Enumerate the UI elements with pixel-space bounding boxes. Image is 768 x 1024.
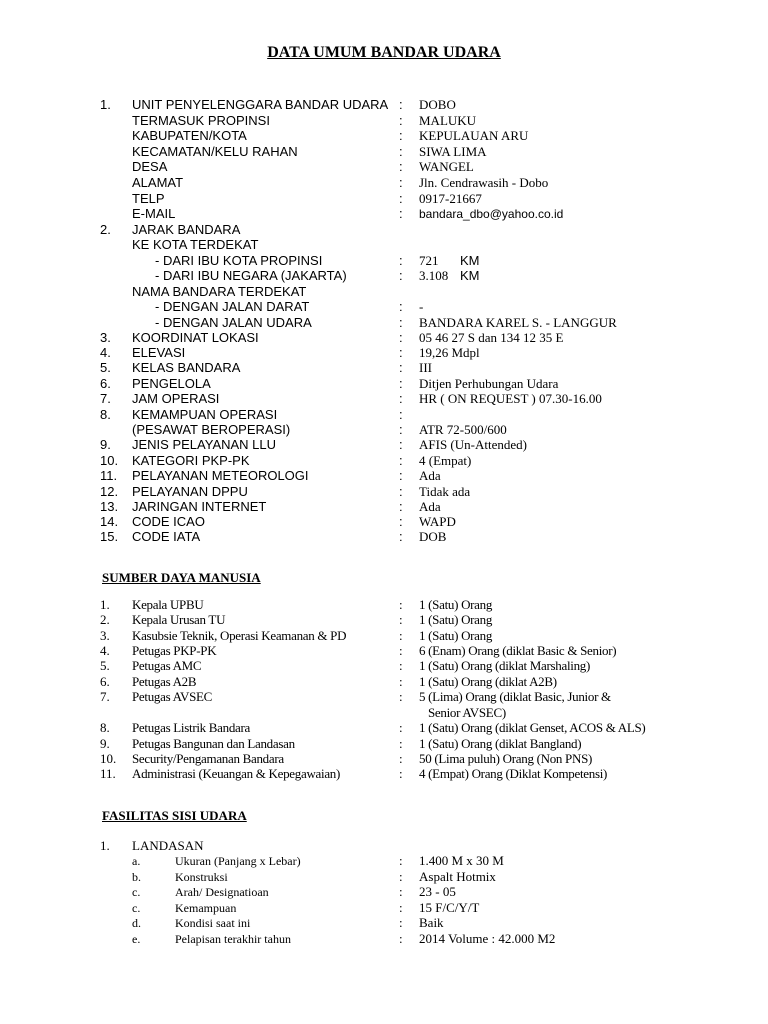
general-row xyxy=(0,499,768,515)
row-label: UNIT PENYELENGGARA BANDAR UDARA xyxy=(132,97,389,112)
row-colon: : xyxy=(399,658,403,673)
row-value: HR ( ON REQUEST ) 07.30-16.00 xyxy=(419,391,602,406)
row-value: 1 (Satu) Orang (diklat Bangland) xyxy=(419,736,582,751)
row-number: 11. xyxy=(100,468,118,483)
row-number: 7. xyxy=(100,689,110,704)
landasan-row xyxy=(0,900,768,916)
row-label: Kemampuan xyxy=(175,901,237,915)
row-number: 1. xyxy=(100,97,111,112)
general-row xyxy=(0,407,768,423)
row-colon: : xyxy=(399,484,403,499)
row-label: Pelapisan terakhir tahun xyxy=(175,932,291,946)
general-row xyxy=(0,175,768,191)
row-value: BANDARA KAREL S. - LANGGUR xyxy=(419,315,617,330)
row-label: (PESAWAT BEROPERASI) xyxy=(132,422,291,437)
row-label: - DARI IBU KOTA PROPINSI xyxy=(155,253,323,268)
row-colon: : xyxy=(399,407,403,422)
row-value: 50 (Lima puluh) Orang (Non PNS) xyxy=(419,751,593,766)
row-number: 9. xyxy=(100,736,110,751)
general-row xyxy=(0,113,768,129)
row-letter: e. xyxy=(132,932,141,946)
general-row xyxy=(0,484,768,500)
section-title-sdm: SUMBER DAYA MANUSIA xyxy=(102,570,261,585)
row-colon: : xyxy=(399,191,403,206)
sdm-row xyxy=(0,612,768,628)
row-value: Ada xyxy=(419,468,441,483)
row-colon: : xyxy=(399,330,403,345)
row-value: 3.108 xyxy=(419,268,449,283)
row-label: Ukuran (Panjang x Lebar) xyxy=(175,854,301,868)
row-colon: : xyxy=(399,643,403,658)
landasan-row xyxy=(0,931,768,947)
row-label: JENIS PELAYANAN LLU xyxy=(132,437,277,452)
row-value: 5 (Lima) Orang (diklat Basic, Junior & xyxy=(419,689,611,704)
sdm-row xyxy=(0,720,768,736)
row-colon: : xyxy=(399,391,403,406)
row-colon: : xyxy=(399,144,403,159)
row-label: DESA xyxy=(132,159,168,174)
general-row xyxy=(0,253,768,269)
general-row xyxy=(0,453,768,469)
row-value: Jln. Cendrawasih - Dobo xyxy=(419,175,549,190)
sdm-row xyxy=(0,689,768,705)
row-colon: : xyxy=(399,689,403,704)
row-label: Petugas Listrik Bandara xyxy=(132,720,251,735)
row-colon: : xyxy=(399,597,403,612)
sdm-row xyxy=(0,766,768,782)
general-row xyxy=(0,268,768,284)
row-colon: : xyxy=(399,128,403,143)
row-label: TELP xyxy=(132,191,165,206)
row-number: 9. xyxy=(100,437,111,452)
row-unit: KM xyxy=(460,268,480,283)
row-number: 5. xyxy=(100,658,110,673)
row-label: - DENGAN JALAN DARAT xyxy=(155,299,310,314)
row-label: CODE ICAO xyxy=(132,514,205,529)
row-colon: : xyxy=(399,529,403,544)
row-number: 15. xyxy=(100,529,119,544)
sdm-row xyxy=(0,674,768,690)
row-letter: c. xyxy=(132,885,141,899)
row-label: CODE IATA xyxy=(132,529,201,544)
general-row xyxy=(0,284,768,300)
general-row xyxy=(0,529,768,545)
section-title-fasilitas: FASILITAS SISI UDARA xyxy=(102,808,247,823)
row-colon: : xyxy=(399,869,403,884)
row-colon: : xyxy=(399,345,403,360)
row-colon: : xyxy=(399,299,403,314)
sdm-row xyxy=(0,751,768,767)
general-row xyxy=(0,144,768,160)
general-row xyxy=(0,437,768,453)
row-number: 1. xyxy=(100,597,110,612)
landasan-row xyxy=(0,884,768,900)
row-value: DOBO xyxy=(419,97,456,112)
general-row xyxy=(0,330,768,346)
row-value: - xyxy=(419,299,424,314)
row-label: Petugas PKP-PK xyxy=(132,643,217,658)
row-colon: : xyxy=(399,268,403,283)
row-colon: : xyxy=(399,437,403,452)
general-row xyxy=(0,191,768,207)
row-number: 4. xyxy=(100,643,110,658)
row-colon: : xyxy=(399,159,403,174)
row-label: Petugas AMC xyxy=(132,658,202,673)
general-row xyxy=(0,468,768,484)
row-number: 8. xyxy=(100,720,110,735)
row-letter: d. xyxy=(132,916,141,930)
row-number: 2. xyxy=(100,612,110,627)
row-label: JARINGAN INTERNET xyxy=(132,499,267,514)
general-row xyxy=(0,206,768,222)
row-label: TERMASUK PROPINSI xyxy=(132,113,270,128)
row-label: KECAMATAN/KELU RAHAN xyxy=(132,144,298,159)
general-row xyxy=(0,315,768,331)
row-label: Security/Pengamanan Bandara xyxy=(132,751,284,766)
row-value: 6 (Enam) Orang (diklat Basic & Senior) xyxy=(419,643,617,658)
row-colon: : xyxy=(399,97,403,112)
sdm-row xyxy=(0,736,768,752)
row-value: Ada xyxy=(419,499,441,514)
row-label: Kepala UPBU xyxy=(132,597,204,612)
row-value: WANGEL xyxy=(419,159,474,174)
row-colon: : xyxy=(399,915,403,930)
row-colon: : xyxy=(399,884,403,899)
row-colon: : xyxy=(399,612,403,627)
row-colon: : xyxy=(399,853,403,868)
row-value: SIWA LIMA xyxy=(419,144,487,159)
row-number: 11. xyxy=(100,766,116,781)
row-colon: : xyxy=(399,113,403,128)
sdm-row xyxy=(0,658,768,674)
row-number: 12. xyxy=(100,484,119,499)
landasan-header xyxy=(0,838,768,854)
general-row xyxy=(0,514,768,530)
general-row xyxy=(0,391,768,407)
row-value: ATR 72-500/600 xyxy=(419,422,507,437)
row-colon: : xyxy=(399,900,403,915)
row-value: 1 (Satu) Orang xyxy=(419,628,493,643)
row-value: 23 - 05 xyxy=(419,884,456,899)
row-colon: : xyxy=(399,360,403,375)
landasan-row xyxy=(0,869,768,885)
row-label: Kepala Urusan TU xyxy=(132,612,226,627)
row-label: JAM OPERASI xyxy=(132,391,220,406)
row-label: Kasubsie Teknik, Operasi Keamanan & PD xyxy=(132,628,347,643)
row-colon: : xyxy=(399,931,403,946)
row-value: Senior AVSEC) xyxy=(428,705,506,720)
row-number: 7. xyxy=(100,391,111,406)
row-number: 10. xyxy=(100,751,117,766)
row-label: NAMA BANDARA TERDEKAT xyxy=(132,284,307,299)
row-label: KATEGORI PKP-PK xyxy=(132,453,250,468)
row-label: - DARI IBU NEGARA (JAKARTA) xyxy=(155,268,347,283)
row-value: 1 (Satu) Orang xyxy=(419,597,493,612)
row-colon: : xyxy=(399,206,403,221)
sdm-row xyxy=(0,705,768,721)
row-value: 15 F/C/Y/T xyxy=(419,900,480,915)
row-label: - DENGAN JALAN UDARA xyxy=(155,315,312,330)
row-value: 1 (Satu) Orang (diklat A2B) xyxy=(419,674,557,689)
row-value: Baik xyxy=(419,915,444,930)
row-colon: : xyxy=(399,175,403,190)
row-colon: : xyxy=(399,766,403,781)
row-label: KEMAMPUAN OPERASI xyxy=(132,407,278,422)
row-value: 1.400 M x 30 M xyxy=(419,853,504,868)
row-unit: KM xyxy=(460,253,480,268)
row-value: 19,26 Mdpl xyxy=(419,345,480,360)
row-label: PENGELOLA xyxy=(132,376,211,391)
row-colon: : xyxy=(399,499,403,514)
row-colon: : xyxy=(399,468,403,483)
general-row xyxy=(0,299,768,315)
row-label: Petugas Bangunan dan Landasan xyxy=(132,736,295,751)
row-value: 0917-21667 xyxy=(419,191,482,206)
sdm-row xyxy=(0,628,768,644)
row-number: 3. xyxy=(100,628,110,643)
row-value: KEPULAUAN ARU xyxy=(419,128,529,143)
row-value: III xyxy=(419,360,432,375)
row-label: Petugas AVSEC xyxy=(132,689,213,704)
row-value: 721 xyxy=(419,253,439,268)
general-row xyxy=(0,345,768,361)
row-colon: : xyxy=(399,736,403,751)
row-colon: : xyxy=(399,453,403,468)
row-label: KABUPATEN/KOTA xyxy=(132,128,247,143)
row-value: WAPD xyxy=(419,514,456,529)
row-value: MALUKU xyxy=(419,113,477,128)
row-label: Administrasi (Keuangan & Kepegawaian) xyxy=(132,766,341,781)
row-label: PELAYANAN DPPU xyxy=(132,484,248,499)
row-colon: : xyxy=(399,253,403,268)
row-number: 1. xyxy=(100,838,110,853)
general-row xyxy=(0,360,768,376)
row-value: Aspalt Hotmix xyxy=(419,869,496,884)
general-row xyxy=(0,376,768,392)
row-number: 2. xyxy=(100,222,111,237)
row-colon: : xyxy=(399,720,403,735)
row-colon: : xyxy=(399,315,403,330)
row-label: KOORDINAT LOKASI xyxy=(132,330,259,345)
sdm-row xyxy=(0,597,768,613)
row-colon: : xyxy=(399,422,403,437)
row-value: 1 (Satu) Orang xyxy=(419,612,493,627)
row-label: KE KOTA TERDEKAT xyxy=(132,237,259,252)
general-row xyxy=(0,222,768,238)
row-number: 13. xyxy=(100,499,119,514)
row-value: AFIS (Un-Attended) xyxy=(419,437,527,452)
row-number: 6. xyxy=(100,376,111,391)
general-row xyxy=(0,128,768,144)
landasan-row xyxy=(0,915,768,931)
sdm-row xyxy=(0,643,768,659)
general-row xyxy=(0,159,768,175)
row-letter: c. xyxy=(132,901,141,915)
row-value: 4 (Empat) xyxy=(419,453,472,468)
row-value: Tidak ada xyxy=(419,484,471,499)
row-value: DOB xyxy=(419,529,447,544)
page-title: DATA UMUM BANDAR UDARA xyxy=(267,44,501,61)
row-number: 14. xyxy=(100,514,119,529)
row-value: 2014 Volume : 42.000 M2 xyxy=(419,931,556,946)
row-label: Konstruksi xyxy=(175,870,228,884)
row-number: 5. xyxy=(100,360,111,375)
general-row xyxy=(0,97,768,113)
row-value: 05 46 27 S dan 134 12 35 E xyxy=(419,330,564,345)
row-colon: : xyxy=(399,751,403,766)
general-row xyxy=(0,422,768,438)
row-label: ELEVASI xyxy=(132,345,186,360)
row-number: 8. xyxy=(100,407,111,422)
row-colon: : xyxy=(399,674,403,689)
row-colon: : xyxy=(399,376,403,391)
row-label: LANDASAN xyxy=(132,838,204,853)
row-value: bandara_dbo@yahoo.co.id xyxy=(419,207,564,221)
row-value: 4 (Empat) Orang (Diklat Kompetensi) xyxy=(419,766,608,781)
row-label: Kondisi saat ini xyxy=(175,916,251,930)
row-label: Arah/ Designatioan xyxy=(175,885,269,899)
row-label: KELAS BANDARA xyxy=(132,360,241,375)
row-colon: : xyxy=(399,514,403,529)
row-label: JARAK BANDARA xyxy=(132,222,241,237)
row-number: 6. xyxy=(100,674,110,689)
row-value: 1 (Satu) Orang (diklat Marshaling) xyxy=(419,658,591,673)
row-label: Petugas A2B xyxy=(132,674,197,689)
row-letter: a. xyxy=(132,854,141,868)
row-label: ALAMAT xyxy=(132,175,184,190)
landasan-row xyxy=(0,853,768,869)
row-number: 3. xyxy=(100,330,111,345)
row-label: PELAYANAN METEOROLOGI xyxy=(132,468,309,483)
row-value: Ditjen Perhubungan Udara xyxy=(419,376,559,391)
row-letter: b. xyxy=(132,870,141,884)
row-label: E-MAIL xyxy=(132,206,176,221)
row-number: 4. xyxy=(100,345,111,360)
row-number: 10. xyxy=(100,453,119,468)
row-value: 1 (Satu) Orang (diklat Genset, ACOS & ALS) xyxy=(419,720,646,735)
row-colon: : xyxy=(399,628,403,643)
general-row xyxy=(0,237,768,253)
